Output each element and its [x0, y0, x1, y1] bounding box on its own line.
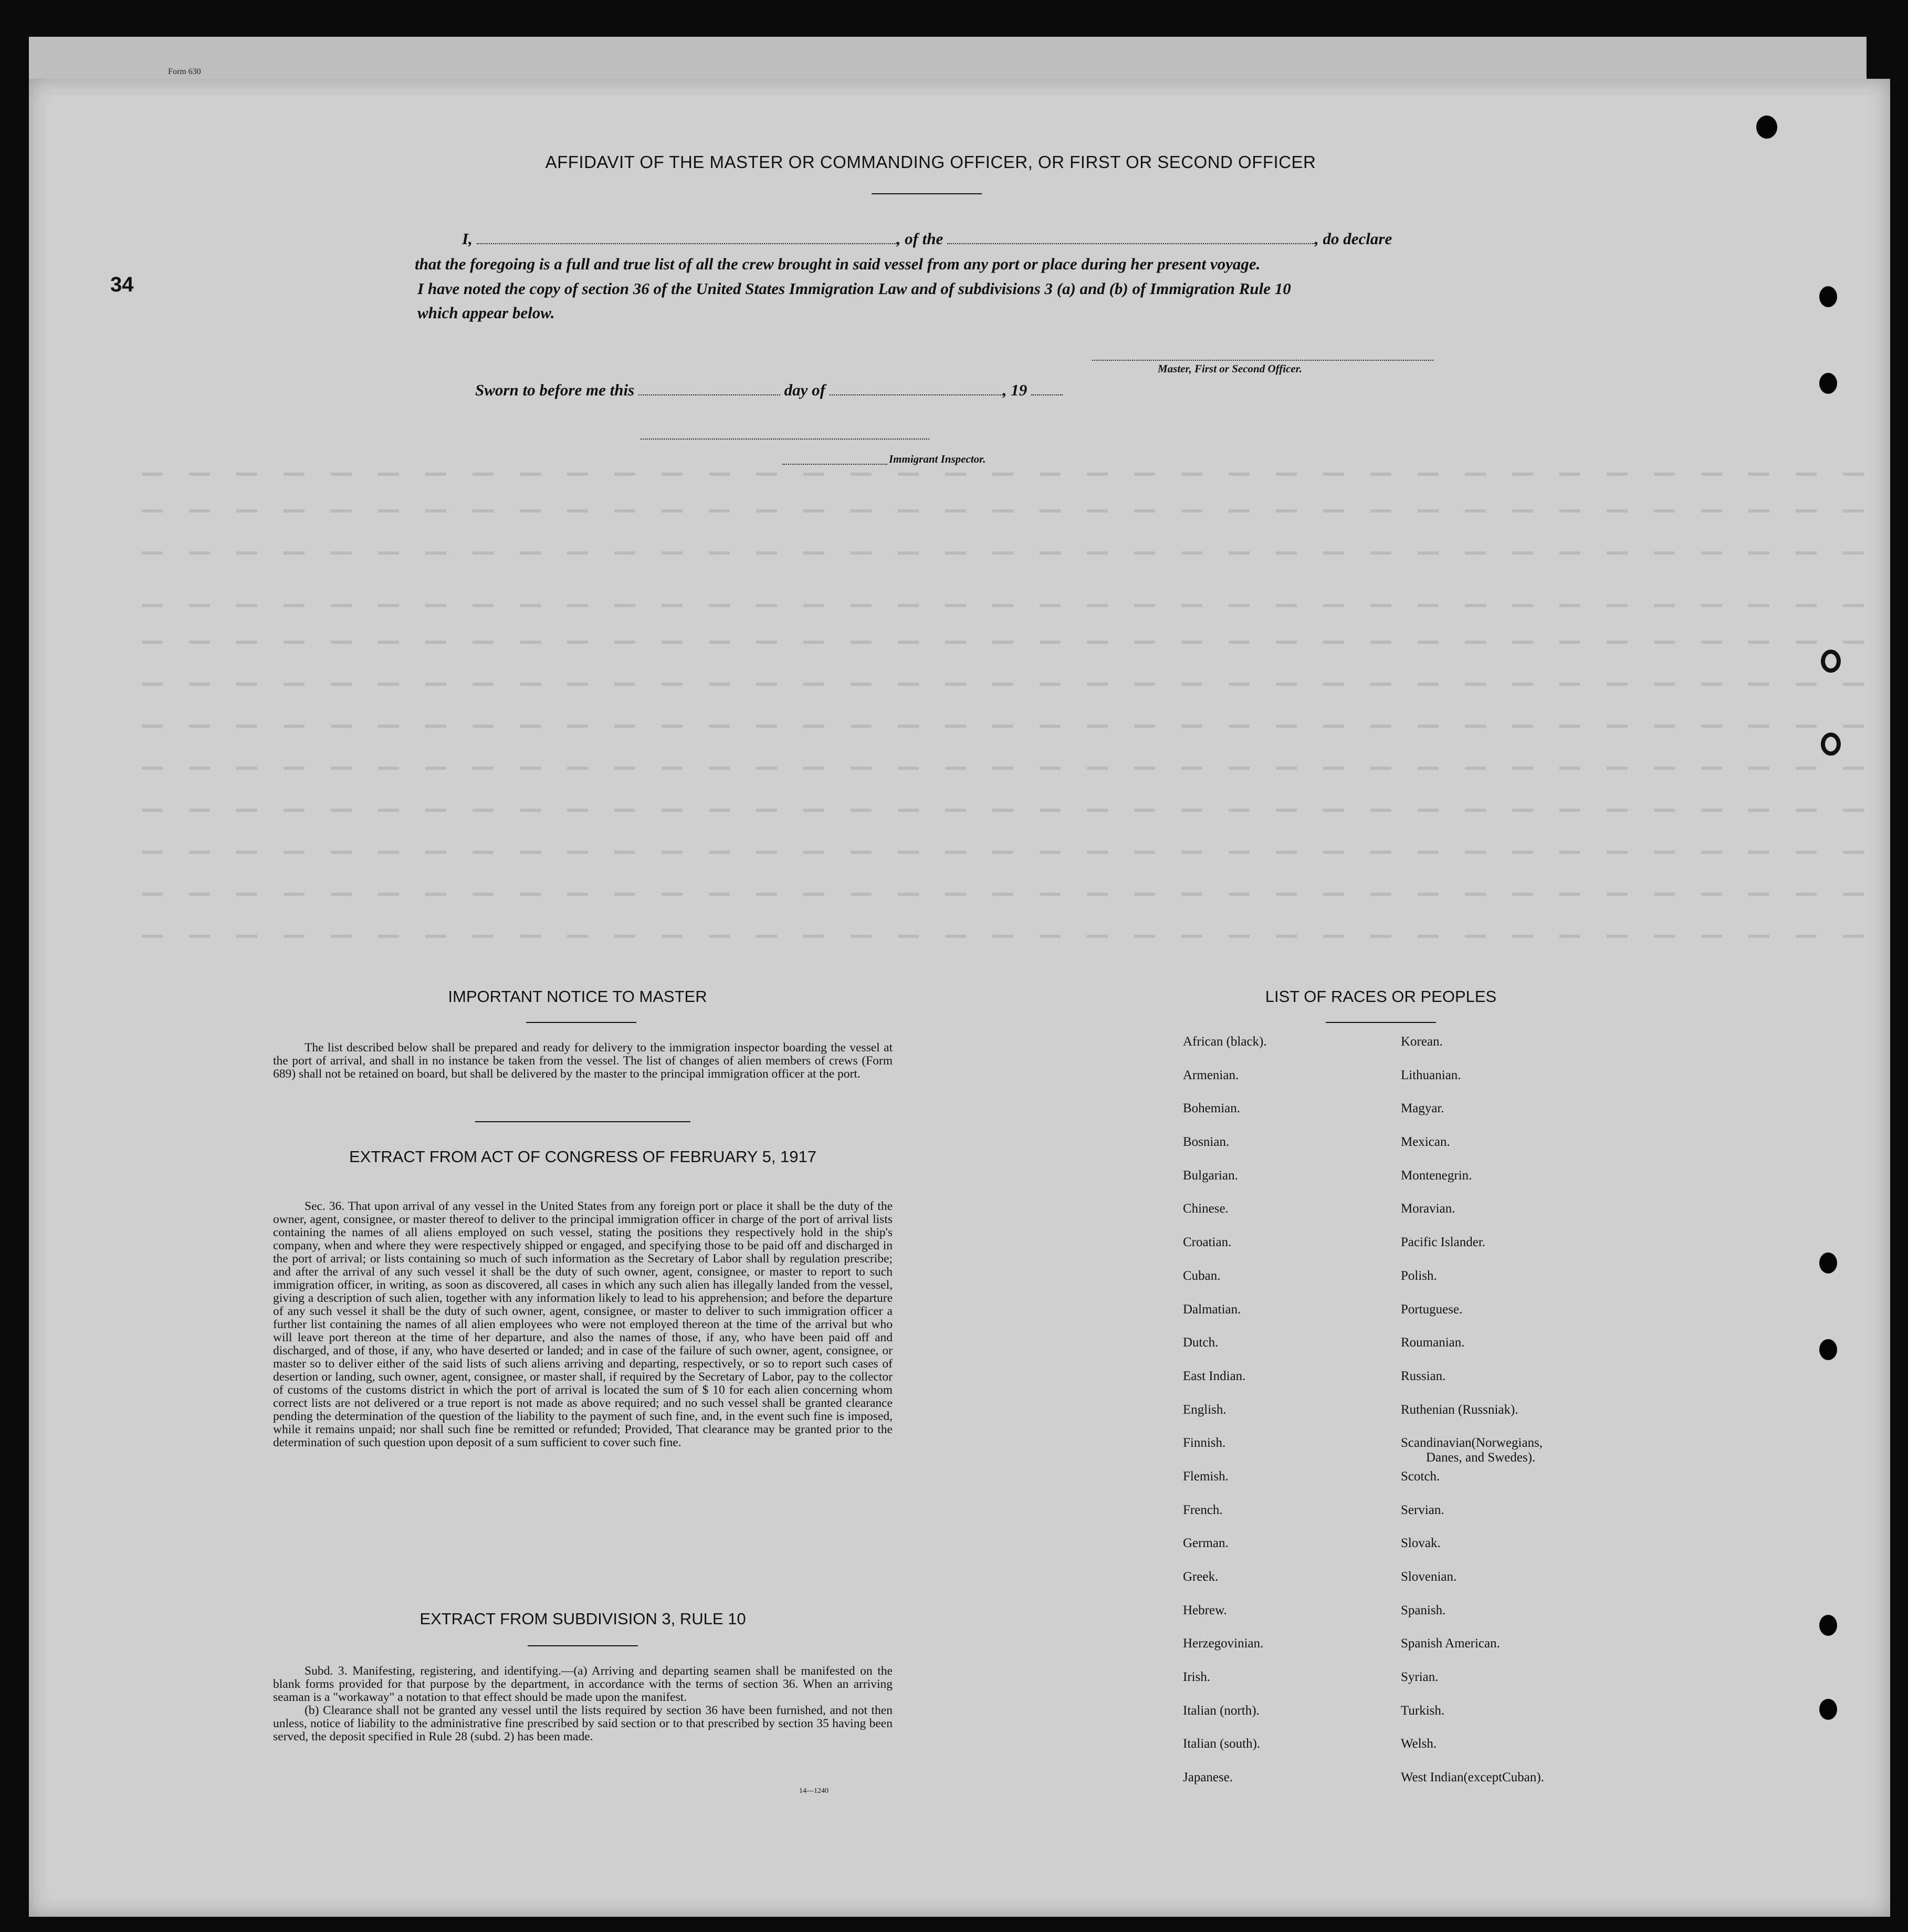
binder-hole — [1819, 1699, 1837, 1720]
year-prefix: , 19 — [1002, 381, 1028, 399]
binder-hole — [1819, 1615, 1837, 1636]
section-divider — [475, 1121, 690, 1122]
race-item: Russian. — [1401, 1369, 1446, 1383]
act-paragraph: Sec. 36. That upon arrival of any vessel in the United States from any foreign port or place it shall be the duty of the owner, agent, consignee, or master thereof to deliver to the principal immigration officer in charge of the port of arrival lists containing the names of all aliens employed on such vessel, stating the positions they respectively hold in the ship's company, when and where they were respectively shipped or engaged, and specifying those to be paid off and discharged in the port of arrival; or lists containing so much of such information as the Secretary of Labor shall by regulation prescribe; and after the arrival of any such vessel it shall be the duty of such owner, agent, consignee, or master to report to such immigration officer, in writing, as soon as discovered, all cases in which any such alien has illegally landed from the vessel, giving a description of such alien, together with any information likely to lead to his apprehension; and before the departure of any such vessel it shall be the duty of such owner, agent, consignee, or master to deliver to such immigration officer a further list containing the names of all alien employees who were not employed thereon at the time of the arrival but who will leave port thereon at the time of her departure, and also the names of those, if any, who have been paid off and discharged, and of those, if any, who have deserted or landed; and in case of the failure of such owner, agent, consignee, or master so to deliver either of the said lists of such aliens arriving and departing, respectively, or so to report such cases of desertion or landing, such owner, agent, consignee, or master shall, if required by the Secretary of Labor, pay to the collector of customs of the customs district in which the port of arrival is located the sum of $ 10 for each alien concerning whom correct lists are not delivered or a true report is not made as above required; and no such vessel shall be granted clearance pending the determination of the question of the liability to the payment of such fine, and, in the event such fine is imposed, while it remains unpaid; nor shall such fine be remitted or refunded; Provided, That clearance may be granted prior to the determination of such question upon deposit of a sum sufficient to cover such fine. — [273, 1199, 893, 1449]
race-item: Dalmatian. — [1183, 1302, 1241, 1317]
bleed-through-row — [142, 509, 1874, 513]
page-edge-strip — [29, 37, 1867, 79]
inspector-caption: Immigrant Inspector. — [889, 453, 986, 465]
rule-underline — [528, 1645, 638, 1646]
declaration-i: I, — [462, 229, 473, 248]
race-item: Moravian. — [1401, 1202, 1455, 1216]
name-blank[interactable] — [477, 243, 897, 244]
binder-hole — [1821, 733, 1841, 756]
race-item: Hebrew. — [1183, 1603, 1227, 1617]
race-item: French. — [1183, 1502, 1223, 1517]
races-column-1 — [1183, 1035, 1267, 1804]
race-item: Magyar. — [1401, 1101, 1444, 1116]
race-item: Slovak. — [1401, 1536, 1441, 1551]
master-caption: Master, First or Second Officer. — [1158, 362, 1302, 375]
race-item: Servian. — [1401, 1502, 1444, 1517]
declaration-line-4: which appear below. — [417, 304, 555, 322]
race-item: German. — [1183, 1536, 1229, 1551]
bleed-through-row — [142, 893, 1874, 896]
binder-hole — [1819, 1339, 1837, 1360]
race-item: Bulgarian. — [1183, 1168, 1238, 1183]
day-blank[interactable] — [638, 394, 780, 395]
races-heading: LIST OF RACES OR PEOPLES — [1265, 987, 1497, 1006]
bleed-through-row — [142, 935, 1874, 938]
day-of-text: day of — [784, 381, 825, 399]
bleed-through-row — [142, 604, 1874, 607]
binder-hole — [1819, 1252, 1837, 1273]
race-item: Herzegovinian. — [1183, 1636, 1264, 1651]
race-item: Montenegrin. — [1401, 1168, 1472, 1183]
race-item-two-line — [1401, 1436, 1544, 1469]
act-text — [273, 1200, 893, 1449]
race-item: Japanese. — [1183, 1770, 1233, 1785]
rule-paragraph-b: (b) Clearance shall not be granted any vessel until the lists required by section 36 have been furnished, and not then unless, notice of liability to the administrative fine prescribed by said section or to that prescribed by section 35 having been served, the deposit specified in Rule 28 (subd. 2) has been made. — [273, 1704, 893, 1743]
race-item: Croatian. — [1183, 1235, 1232, 1250]
race-item-line: Scandinavian(Norwegians, — [1401, 1436, 1543, 1450]
act-heading: EXTRACT FROM ACT OF CONGRESS OF FEBRUARY 5, 1917 — [349, 1147, 817, 1166]
binder-hole — [1821, 650, 1841, 673]
race-item: Welsh. — [1401, 1737, 1437, 1751]
year-blank[interactable] — [1031, 394, 1063, 395]
inspector-signature-line-2 — [782, 464, 887, 465]
race-item: Roumanian. — [1401, 1335, 1465, 1350]
race-item: Pacific Islander. — [1401, 1235, 1486, 1250]
print-code: 14—1240 — [799, 1787, 829, 1795]
inspector-signature-line[interactable] — [641, 438, 929, 440]
declaration-line-1 — [462, 229, 1392, 248]
race-item: Armenian. — [1183, 1068, 1239, 1082]
race-item-line: Danes, and Swedes). — [1426, 1450, 1536, 1465]
declaration-line-3: I have noted the copy of section 36 of the United States Immigration Law and of subdivisions 3 (a) and (b) of Immigration Rule 10 — [417, 279, 1291, 298]
affidavit-title: AFFIDAVIT OF THE MASTER OR COMMANDING OFFICER, OR FIRST OR SECOND OFFICER — [545, 152, 1316, 172]
race-item: Lithuanian. — [1401, 1068, 1461, 1082]
master-signature-line[interactable] — [1092, 360, 1433, 361]
sworn-line — [475, 381, 1063, 400]
title-underline — [872, 193, 982, 194]
bleed-through-row — [142, 809, 1874, 812]
race-item: Chinese. — [1183, 1202, 1229, 1216]
race-item: Mexican. — [1401, 1135, 1450, 1150]
race-item: Turkish. — [1401, 1703, 1445, 1718]
race-item: Italian (north). — [1183, 1703, 1260, 1718]
race-item: Irish. — [1183, 1670, 1211, 1685]
race-item: West Indian(exceptCuban). — [1401, 1770, 1544, 1785]
race-item: Flemish. — [1183, 1469, 1229, 1484]
race-item: Polish. — [1401, 1268, 1437, 1283]
rule-heading: EXTRACT FROM SUBDIVISION 3, RULE 10 — [420, 1610, 746, 1628]
notice-text — [273, 1041, 893, 1081]
rule-text — [273, 1665, 893, 1743]
race-item: Finnish. — [1183, 1436, 1226, 1450]
declaration-do-declare: , do declare — [1315, 229, 1392, 248]
bleed-through-row — [142, 473, 1874, 476]
race-item: Ruthenian (Russniak). — [1401, 1402, 1518, 1417]
bleed-through-row — [142, 725, 1874, 728]
races-underline — [1326, 1022, 1436, 1023]
side-annotation: 34 — [110, 273, 134, 296]
race-item: Spanish. — [1401, 1603, 1446, 1617]
form-sheet — [29, 79, 1890, 1917]
bleed-through-row — [142, 851, 1874, 854]
race-item: Korean. — [1401, 1035, 1443, 1049]
notice-paragraph: The list described below shall be prepared and ready for delivery to the immigration inspector boarding the vessel at the port of arrival, and shall in no instance be taken from the vessel. The list of changes of alien members of crews (Form 689) shall not be retained on board, but shall be delivered by the master to the principal immigration officer at the port. — [273, 1041, 893, 1081]
declaration-line-2: that the foregoing is a full and true list of all the crew brought in said vessel from any port or place during her present voyage. — [415, 255, 1261, 273]
race-item: English. — [1183, 1402, 1226, 1417]
races-column-2 — [1401, 1035, 1544, 1804]
binder-hole — [1819, 373, 1837, 394]
declaration-of-the: , of the — [896, 229, 943, 248]
race-item: Greek. — [1183, 1570, 1219, 1584]
notice-underline — [526, 1022, 636, 1023]
race-item: Dutch. — [1183, 1335, 1219, 1350]
month-blank[interactable] — [830, 394, 1003, 395]
race-item: Syrian. — [1401, 1670, 1439, 1685]
form-number: Form 630 — [168, 67, 201, 76]
bleed-through-row — [142, 551, 1874, 555]
bleed-through-row — [142, 683, 1874, 686]
binder-hole — [1819, 286, 1837, 307]
rule-paragraph-a: Subd. 3. Manifesting, registering, and identifying.—(a) Arriving and departing seamen shall be manifested on the blank forms provided for that purpose by the department, in accordance with the terms of section 36. When an arriving seaman is a "workaway" a notation to that effect should be made upon the manifest. — [273, 1664, 893, 1704]
bleed-through-row — [142, 767, 1874, 770]
race-item: Bosnian. — [1183, 1135, 1230, 1150]
race-item: Bohemian. — [1183, 1101, 1241, 1116]
race-item: Spanish American. — [1401, 1636, 1500, 1651]
race-item: Slovenian. — [1401, 1570, 1457, 1584]
race-item: Scotch. — [1401, 1469, 1440, 1484]
race-item: Italian (south). — [1183, 1737, 1261, 1751]
race-item: Portuguese. — [1401, 1302, 1463, 1317]
race-item: Cuban. — [1183, 1268, 1221, 1283]
sworn-text: Sworn to before me this — [475, 381, 635, 399]
notice-heading: IMPORTANT NOTICE TO MASTER — [448, 987, 707, 1006]
vessel-blank[interactable] — [947, 243, 1315, 244]
race-item: East Indian. — [1183, 1369, 1246, 1383]
race-item: African (black). — [1183, 1035, 1267, 1049]
bleed-through-row — [142, 641, 1874, 644]
binder-hole — [1756, 116, 1777, 139]
